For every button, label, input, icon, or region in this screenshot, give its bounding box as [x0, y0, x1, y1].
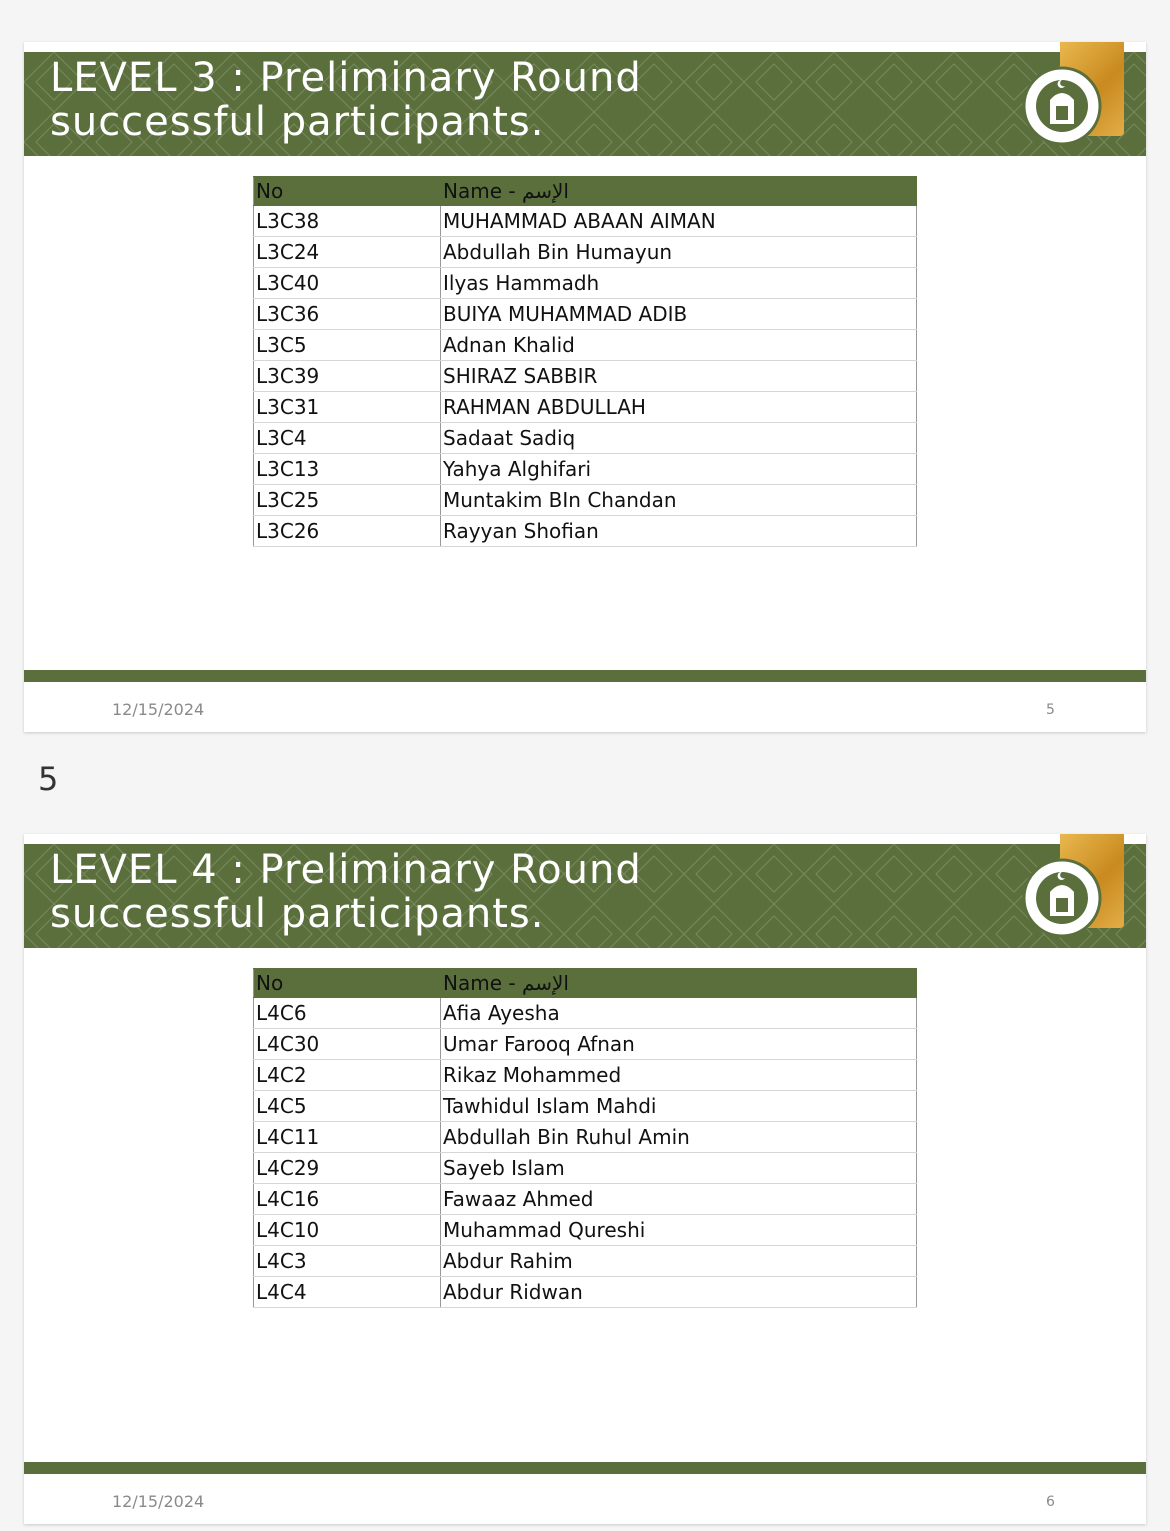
- cell-name: Abdur Ridwan: [441, 1277, 917, 1308]
- cell-name: RAHMAN ABDULLAH: [441, 392, 917, 423]
- cell-no: L3C36: [254, 299, 441, 330]
- table-row: [254, 454, 917, 485]
- slide-level-4[interactable]: [24, 834, 1146, 1524]
- cell-no: L3C13: [254, 454, 441, 485]
- cell-name: Abdur Rahim: [441, 1246, 917, 1277]
- cell-no: L3C25: [254, 485, 441, 516]
- mosque-emblem-icon: [1012, 66, 1112, 146]
- cell-no: L3C4: [254, 423, 441, 454]
- table-row: [254, 237, 917, 268]
- table-header-row: [254, 969, 917, 998]
- participants-table: [253, 968, 917, 1308]
- table-row: [254, 1153, 917, 1184]
- cell-no: L3C39: [254, 361, 441, 392]
- cell-name: SHIRAZ SABBIR: [441, 361, 917, 392]
- table-row: [254, 1122, 917, 1153]
- column-header-no: No: [254, 969, 441, 998]
- cell-no: L3C31: [254, 392, 441, 423]
- cell-name: Yahya Alghifari: [441, 454, 917, 485]
- cell-name: BUIYA MUHAMMAD ADIB: [441, 299, 917, 330]
- cell-no: L4C16: [254, 1184, 441, 1215]
- cell-name: Abdullah Bin Humayun: [441, 237, 917, 268]
- cell-name: Tawhidul Islam Mahdi: [441, 1091, 917, 1122]
- table-row: [254, 392, 917, 423]
- column-header-name: Name - الإسم: [441, 177, 917, 206]
- table-row: [254, 1215, 917, 1246]
- cell-name: MUHAMMAD ABAAN AIMAN: [441, 206, 917, 237]
- table-row: [254, 268, 917, 299]
- cell-no: L4C11: [254, 1122, 441, 1153]
- cell-no: L3C26: [254, 516, 441, 547]
- footer-bar: [24, 1462, 1146, 1474]
- table-row: [254, 1029, 917, 1060]
- cell-name: Muhammad Qureshi: [441, 1215, 917, 1246]
- cell-no: L3C40: [254, 268, 441, 299]
- slide-number: 5: [1046, 702, 1055, 718]
- cell-no: L3C24: [254, 237, 441, 268]
- mosque-emblem-icon: [1012, 858, 1112, 938]
- cell-no: L4C2: [254, 1060, 441, 1091]
- table-row: [254, 485, 917, 516]
- cell-no: L4C6: [254, 998, 441, 1029]
- cell-no: L4C29: [254, 1153, 441, 1184]
- table-row: [254, 1246, 917, 1277]
- column-header-name: Name - الإسم: [441, 969, 917, 998]
- table-row: [254, 206, 917, 237]
- title-banner: [24, 844, 1146, 948]
- table-row: [254, 361, 917, 392]
- table-row: [254, 423, 917, 454]
- cell-no: L3C38: [254, 206, 441, 237]
- table-row: [254, 299, 917, 330]
- cell-name: Abdullah Bin Ruhul Amin: [441, 1122, 917, 1153]
- footer-date: 12/15/2024: [112, 1492, 205, 1511]
- table-row: [254, 516, 917, 547]
- title-line-2: successful participants.: [50, 99, 545, 145]
- slide-number: 6: [1046, 1494, 1055, 1510]
- table-row: [254, 1091, 917, 1122]
- title-line-1: LEVEL 3 : Preliminary Round: [50, 55, 642, 101]
- cell-name: Adnan Khalid: [441, 330, 917, 361]
- cell-no: L3C5: [254, 330, 441, 361]
- cell-name: Afia Ayesha: [441, 998, 917, 1029]
- cell-name: Sadaat Sadiq: [441, 423, 917, 454]
- cell-name: Rikaz Mohammed: [441, 1060, 917, 1091]
- cell-no: L4C5: [254, 1091, 441, 1122]
- cell-name: Muntakim BIn Chandan: [441, 485, 917, 516]
- table-row: [254, 1277, 917, 1308]
- slide-level-3[interactable]: [24, 42, 1146, 732]
- cell-name: Ilyas Hammadh: [441, 268, 917, 299]
- table-header-row: [254, 177, 917, 206]
- slide-title: [50, 56, 642, 144]
- footer-bar: [24, 670, 1146, 682]
- title-banner: [24, 52, 1146, 156]
- cell-name: Fawaaz Ahmed: [441, 1184, 917, 1215]
- slide-title: [50, 848, 642, 936]
- title-line-2: successful participants.: [50, 891, 545, 937]
- cell-no: L4C30: [254, 1029, 441, 1060]
- table-row: [254, 1060, 917, 1091]
- footer-date: 12/15/2024: [112, 700, 205, 719]
- title-line-1: LEVEL 4 : Preliminary Round: [50, 847, 642, 893]
- page-marker: 5: [38, 760, 59, 798]
- column-header-no: No: [254, 177, 441, 206]
- cell-name: Rayyan Shofian: [441, 516, 917, 547]
- cell-name: Umar Farooq Afnan: [441, 1029, 917, 1060]
- participants-table: [253, 176, 917, 547]
- cell-name: Sayeb Islam: [441, 1153, 917, 1184]
- cell-no: L4C10: [254, 1215, 441, 1246]
- table-row: [254, 330, 917, 361]
- cell-no: L4C3: [254, 1246, 441, 1277]
- table-row: [254, 998, 917, 1029]
- cell-no: L4C4: [254, 1277, 441, 1308]
- table-row: [254, 1184, 917, 1215]
